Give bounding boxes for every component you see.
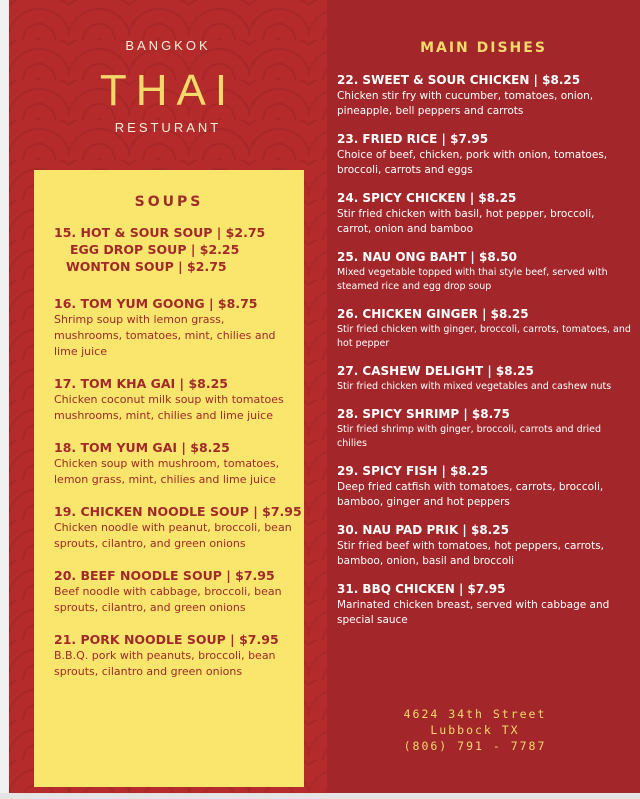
bottom-edge	[0, 793, 640, 799]
address-city: Lubbock TX	[430, 723, 520, 737]
main-dish-description: Choice of beef, chicken, pork with onion, tomatoes, broccoli, carrots and eggs	[337, 149, 608, 176]
soup-item	[54, 567, 294, 616]
main-dish-name: 27. CASHEW DELIGHT | $8.25	[337, 364, 534, 378]
soup-name: WONTON SOUP | $2.75	[66, 259, 227, 274]
soup-item	[54, 241, 294, 258]
soup-name: 16. TOM YUM GOONG | $8.75	[54, 296, 258, 311]
main-dish-description: Mixed vegetable topped with thai style beef, served with steamed rice and egg drop soup	[337, 267, 608, 292]
soup-name: 19. CHICKEN NOODLE SOUP | $7.95	[54, 504, 302, 519]
main-dish-name: 24. SPICY CHICKEN | $8.25	[337, 191, 517, 205]
main-dish-name: 22. SWEET & SOUR CHICKEN | $8.25	[337, 73, 581, 87]
soup-description: Beef noodle with cabbage, broccoli, bean sprouts, cilantro, and green onions	[54, 585, 282, 614]
main-dishes-heading: MAIN DISHES	[420, 40, 547, 56]
brand-subtitle: RESTURANT	[114, 120, 222, 135]
soup-item	[54, 375, 294, 424]
main-dish-item	[337, 522, 632, 569]
soup-name: 20. BEEF NOODLE SOUP | $7.95	[54, 568, 275, 583]
main-dish-item	[337, 249, 632, 294]
soup-name: 18. TOM YUM GAI | $8.25	[54, 440, 230, 455]
main-dish-description: Stir fried chicken with ginger, broccoli, carrots, tomatoes, and hot pepper	[337, 324, 631, 349]
main-dish-item	[337, 190, 632, 237]
main-dish-description: Chicken stir fry with cucumber, tomatoes, onion, pineapple, bell peppers and carrots	[337, 90, 594, 117]
brand-city: BANGKOK	[125, 38, 211, 53]
soup-name: 17. TOM KHA GAI | $8.25	[54, 376, 229, 391]
main-dish-description: Stir fried shrimp with ginger, broccoli, carrots and dried chilies	[337, 424, 602, 449]
soup-description: Chicken soup with mushroom, tomatoes, lemon grass, mint, chilies and lime juice	[54, 457, 280, 486]
main-dish-item	[337, 306, 632, 351]
main-dish-item	[337, 406, 632, 451]
page-edge	[0, 0, 9, 799]
main-dish-description: Stir fried chicken with mixed vegetables and cashew nuts	[337, 381, 612, 392]
main-dish-name: 28. SPICY SHRIMP | $8.75	[337, 407, 510, 421]
main-dish-name: 26. CHICKEN GINGER | $8.25	[337, 307, 529, 321]
soup-name: EGG DROP SOUP | $2.25	[70, 242, 240, 257]
main-dish-name: 25. NAU ONG BAHT | $8.50	[337, 250, 517, 264]
brand-title: THAI	[99, 66, 237, 115]
soup-description: Chicken noodle with peanut, broccoli, bean sprouts, cilantro, and green onions	[54, 521, 292, 550]
soup-name: 15. HOT & SOUR SOUP | $2.75	[54, 225, 266, 240]
main-dish-description: Stir fried beef with tomatoes, hot peppers, carrots, bamboo, onion, basil and broccoli	[337, 540, 605, 567]
address-block	[395, 706, 555, 754]
soup-description: Shrimp soup with lemon grass, mushrooms, tomatoes, mint, chilies and lime juice	[54, 313, 276, 358]
soup-item	[54, 295, 294, 360]
main-dish-name: 31. BBQ CHICKEN | $7.95	[337, 582, 506, 596]
main-dish-description: Marinated chicken breast, served with cabbage and special sauce	[337, 599, 610, 626]
main-dish-item	[337, 581, 632, 628]
soup-description: B.B.Q. pork with peanuts, broccoli, bean sprouts, cilantro and green onions	[54, 649, 276, 678]
soup-description: Chicken coconut milk soup with tomatoes mushrooms, mint, chilies and lime juice	[54, 393, 284, 422]
soup-item	[54, 631, 294, 680]
main-dish-item	[337, 363, 632, 394]
main-dish-item	[337, 131, 632, 178]
main-dish-name: 30. NAU PAD PRIK | $8.25	[337, 523, 509, 537]
soup-item	[54, 224, 294, 241]
main-dish-item	[337, 463, 632, 510]
soups-section	[34, 170, 304, 787]
main-dishes-list	[337, 72, 632, 640]
main-dish-name: 29. SPICY FISH | $8.25	[337, 464, 489, 478]
soup-item	[54, 258, 294, 275]
address-street: 4624 34th Street	[403, 707, 547, 721]
main-dish-name: 23. FRIED RICE | $7.95	[337, 132, 489, 146]
main-dish-description: Deep fried catfish with tomatoes, carrots, broccoli, bamboo, ginger and hot peppers	[337, 481, 604, 508]
main-dish-description: Stir fried chicken with basil, hot pepper, broccoli, carrot, onion and bamboo	[337, 208, 595, 235]
soup-item	[54, 439, 294, 488]
address-phone: (806) 791 - 7787	[403, 739, 547, 753]
soup-item	[54, 503, 302, 552]
soups-heading: SOUPS	[134, 194, 204, 210]
soups-list	[54, 224, 302, 695]
soup-name: 21. PORK NOODLE SOUP | $7.95	[54, 632, 279, 647]
main-dish-item	[337, 72, 632, 119]
